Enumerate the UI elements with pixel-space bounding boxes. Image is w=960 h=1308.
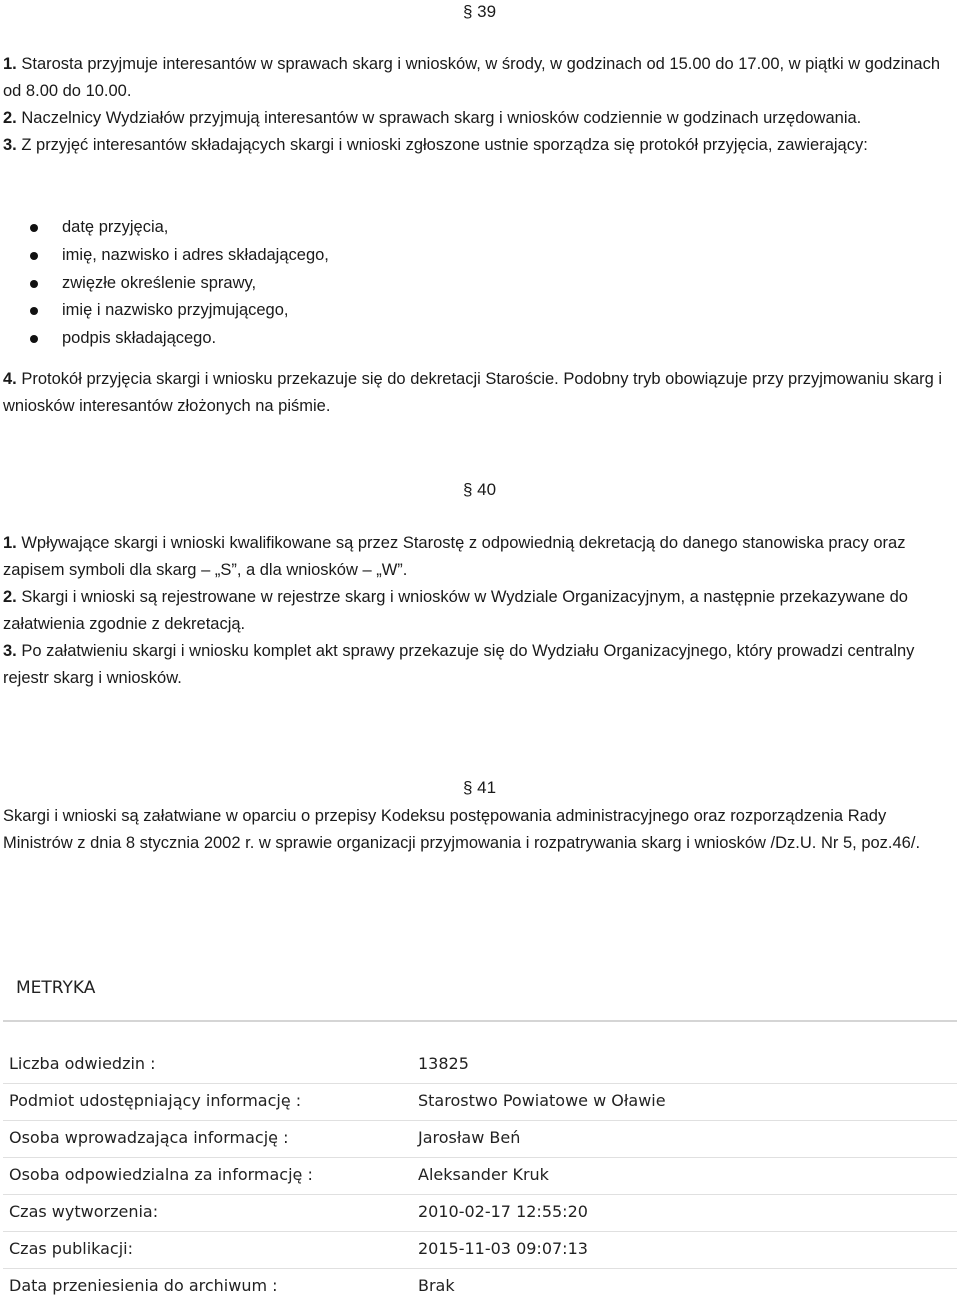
meta-row-archived [3,1268,957,1305]
meta-value: 2015-11-03 09:07:13 [418,1239,588,1258]
list-item: imię i nazwisko przyjmującego, [30,297,329,325]
point-text: Naczelnicy Wydziałów przyjmują interesantów w sprawach skarg i wniosków codziennie w godzinach urzędowania. [16,109,862,127]
list-item: imię, nazwisko i adres składającego, [30,242,329,270]
bullet-icon [30,280,38,288]
meta-label: Osoba odpowiedzialna za informację : [9,1165,313,1184]
section-39-point-1 [3,51,948,105]
bullet-icon [30,307,38,315]
point-text: Skargi i wnioski są rejestrowane w rejestrze skarg i wniosków w Wydziale Organizacyjnym, a następnie przekazywane do załatwienia zgodnie z dekretacją. [3,588,908,633]
metryka-divider [3,1020,957,1022]
point-text: Starosta przyjmuje interesantów w sprawach skarg i wniosków, w środy, w godzinach od 15.00 do 17.00, w piątki w godzinach od 8.00 do 10.00. [3,55,941,100]
point-text: Wpływające skargi i wnioski kwalifikowane są przez Starostę z odpowiednią dekretacją do danego stanowiska pracy oraz zapisem symboli dla skarg – „S”, a dla wniosków – „W”. [3,534,906,579]
section-39-point-4 [3,366,948,420]
meta-value: 2010-02-17 12:55:20 [418,1202,588,1221]
meta-row-created [3,1194,957,1232]
point-text: Po załatwieniu skargi i wniosku komplet akt sprawy przekazuje się do Wydziału Organizacyjnego, który prowadzi centralny rejestr skarg i wniosków. [3,642,915,687]
meta-value: 13825 [418,1054,469,1073]
meta-row-responsible [3,1157,957,1195]
list-item: datę przyjęcia, [30,214,329,242]
section-39-point-2 [3,105,948,132]
bullet-icon [30,252,38,260]
section-39-heading: § 39 [463,2,497,21]
section-40-point-3 [3,638,948,692]
section-40-heading: § 40 [463,480,497,499]
meta-label: Czas wytworzenia: [9,1202,159,1221]
list-item: zwięzłe określenie sprawy, [30,270,329,298]
section-40-point-1 [3,530,948,584]
protocol-contents-list [30,214,329,353]
meta-label: Data przeniesienia do archiwum : [9,1276,278,1295]
meta-value: Starostwo Powiatowe w Oławie [418,1091,666,1110]
point-number: 2. [3,109,17,127]
section-41-heading: § 41 [463,778,497,797]
meta-value: Aleksander Kruk [418,1165,549,1184]
point-text: Protokół przyjęcia skargi i wniosku przekazuje się do dekretacji Staroście. Podobny tryb obowiązuje przy przyjmowaniu skarg i wniosków interesantów złożonych na piśmie. [3,370,943,415]
point-number: 3. [3,136,17,154]
meta-label: Czas publikacji: [9,1239,134,1258]
meta-row-entered-by [3,1120,957,1158]
meta-label: Osoba wprowadzająca informację : [9,1128,289,1147]
meta-row-visits [3,1046,957,1084]
meta-row-published [3,1231,957,1269]
bullet-icon [30,224,38,232]
point-text: Z przyjęć interesantów składających skargi i wnioski zgłoszone ustnie sporządza się protokół przyjęcia, zawierający: [16,136,868,154]
meta-label: Liczba odwiedzin : [9,1054,156,1073]
section-39-point-3 [3,132,948,159]
meta-row-publisher [3,1083,957,1121]
point-number: 4. [3,370,17,388]
section-40-point-2 [3,584,948,638]
meta-label: Podmiot udostępniający informację : [9,1091,302,1110]
point-number: 1. [3,534,17,552]
point-number: 1. [3,55,17,73]
meta-value: Jarosław Beń [418,1128,521,1147]
list-item: podpis składającego. [30,325,329,353]
bullet-icon [30,335,38,343]
meta-value: Brak [418,1276,455,1295]
metryka-title: METRYKA [16,978,96,998]
point-number: 3. [3,642,17,660]
point-number: 2. [3,588,17,606]
section-41-text: Skargi i wnioski są załatwiane w oparciu o przepisy Kodeksu postępowania administracyjnego oraz rozporządzenia Rady Ministrów z dnia 8 stycznia 2002 r. w sprawie organizacji przyjmowania i rozpatrywania skarg i wniosków /Dz.U. Nr 5, poz.46/. [3,807,921,852]
